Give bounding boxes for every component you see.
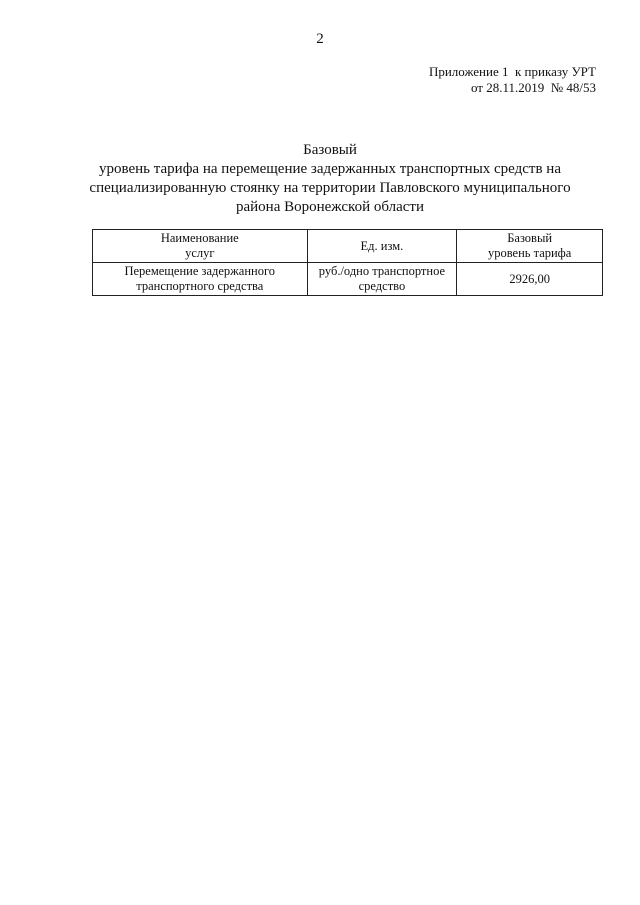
title-line-3: специализированную стоянку на территории Павловского муниципального xyxy=(89,180,571,196)
tariff-table xyxy=(92,229,603,296)
cell-unit-line-1: руб./одно транспортное xyxy=(318,264,446,278)
cell-service-line-1: Перемещение задержанного xyxy=(124,264,276,278)
cell-unit xyxy=(307,263,457,296)
header-service-line-1: Наименование xyxy=(160,231,239,245)
header-tariff-line-2: уровень тарифа xyxy=(487,246,572,260)
title-line-4: района Воронежской области xyxy=(235,199,424,215)
header-unit xyxy=(307,230,457,263)
table-header-row xyxy=(93,230,603,263)
header-service-line-2: услуг xyxy=(185,246,215,260)
table-row xyxy=(93,263,603,296)
cell-tariff-value: 2926,00 xyxy=(509,271,550,286)
cell-tariff xyxy=(457,263,603,296)
appendix-line-1: Приложение 1 к приказу УРТ xyxy=(428,64,596,79)
document-title xyxy=(60,141,600,217)
appendix-line-2: от 28.11.2019 № 48/53 xyxy=(470,80,596,95)
cell-service-line-2: транспортного средства xyxy=(136,279,264,293)
header-tariff xyxy=(457,230,603,263)
header-tariff-line-1: Базовый xyxy=(507,231,553,245)
title-line-2: уровень тарифа на перемещение задержанных транспортных средств на xyxy=(99,161,561,177)
cell-service xyxy=(93,263,308,296)
page-number: 2 xyxy=(316,31,324,47)
header-service xyxy=(93,230,308,263)
title-line-1: Базовый xyxy=(303,142,357,158)
appendix-reference xyxy=(429,64,596,96)
header-unit-line-1: Ед. изм. xyxy=(360,238,404,253)
cell-unit-line-2: средство xyxy=(358,279,406,293)
